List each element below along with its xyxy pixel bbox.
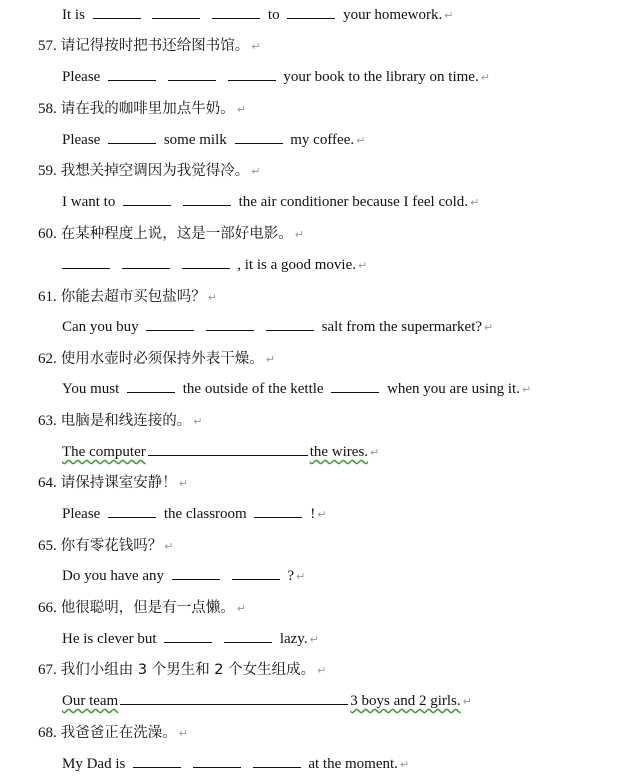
paragraph-mark-icon: ↵ [265, 353, 275, 366]
question-number: 65. [38, 538, 57, 554]
paragraph-mark-icon: ↵ [309, 633, 319, 646]
question-57 [38, 34, 260, 58]
blank-field[interactable] [108, 503, 156, 518]
blank-field[interactable] [62, 254, 110, 269]
answer-line-63 [62, 440, 379, 464]
answer-text: Our team [62, 693, 119, 709]
blank-field[interactable] [108, 129, 156, 144]
blank-field[interactable] [122, 254, 170, 269]
paragraph-mark-icon: ↵ [358, 259, 368, 272]
question-number: 62. [38, 351, 57, 367]
answer-text: 3 boys and 2 girls. [350, 693, 461, 709]
question-number: 66. [38, 600, 57, 616]
answer-text: my coffee. [290, 132, 355, 148]
answer-text: your homework. [343, 7, 443, 23]
paragraph-mark-icon: ↵ [236, 602, 246, 615]
question-number: 57. [38, 38, 57, 54]
answer-text: Please [62, 69, 101, 85]
paragraph-mark-icon: ↵ [251, 40, 261, 53]
question-number: 67. [38, 662, 57, 678]
answer-line-67 [62, 689, 472, 713]
paragraph-mark-icon: ↵ [295, 570, 306, 583]
question-chinese: 使用水壶时必须保持外表干燥。 [60, 351, 264, 367]
blank-field[interactable] [133, 753, 181, 768]
answer-line-60 [62, 253, 367, 277]
answer-text: The computer [62, 444, 146, 460]
answer-text: the classroom [163, 506, 247, 522]
blank-field[interactable] [266, 316, 314, 331]
question-63 [38, 409, 202, 433]
paragraph-mark-icon: ↵ [317, 508, 327, 521]
question-number: 68. [38, 725, 57, 741]
question-number: 61. [38, 289, 57, 305]
blank-field[interactable] [224, 628, 272, 643]
blank-field[interactable] [232, 565, 280, 580]
question-61 [38, 285, 217, 309]
question-chinese: 你有零花钱吗？ [60, 538, 163, 554]
question-number: 59. [38, 163, 57, 179]
paragraph-mark-icon: ↵ [251, 165, 261, 178]
answer-text: Please [62, 132, 101, 148]
question-58 [38, 97, 246, 121]
question-chinese: 在某种程度上说，这是一部好电影。 [60, 226, 293, 242]
answer-text: You must [62, 381, 120, 397]
answer-text: ? [287, 568, 294, 584]
question-chinese: 他很聪明，但是有一点懒。 [60, 600, 235, 616]
blank-field[interactable] [93, 4, 141, 19]
paragraph-mark-icon: ↵ [207, 291, 217, 304]
blank-field[interactable] [168, 66, 216, 81]
blank-field[interactable] [108, 66, 156, 81]
answer-text: My Dad is [62, 756, 126, 772]
answer-line-64 [62, 502, 326, 526]
answer-text: the outside of the kettle [182, 381, 324, 397]
paragraph-mark-icon: ↵ [317, 664, 327, 677]
answer-line-57 [62, 65, 490, 89]
answer-text: when you are using it. [387, 381, 520, 397]
paragraph-mark-icon: ↵ [399, 758, 410, 771]
blank-field[interactable] [228, 66, 276, 81]
question-62 [38, 347, 275, 371]
blank-field[interactable] [235, 129, 283, 144]
question-number: 60. [38, 226, 57, 242]
paragraph-mark-icon: ↵ [521, 383, 532, 396]
question-number: 63. [38, 413, 57, 429]
answer-line-65 [62, 564, 305, 588]
paragraph-mark-icon: ↵ [470, 196, 480, 209]
paragraph-mark-icon: ↵ [193, 415, 203, 428]
answer-text: some milk [163, 132, 227, 148]
answer-text: lazy. [279, 631, 308, 647]
question-65 [38, 534, 173, 558]
paragraph-mark-icon: ↵ [164, 540, 174, 553]
answer-line-59 [62, 190, 479, 214]
answer-text: It is [62, 7, 85, 23]
answer-text: Please [62, 506, 101, 522]
question-chinese: 我爸爸正在洗澡。 [60, 725, 177, 741]
answer-line-62 [62, 377, 531, 401]
paragraph-mark-icon: ↵ [178, 727, 188, 740]
blank-field[interactable] [172, 565, 220, 580]
paragraph-mark-icon: ↵ [484, 321, 494, 334]
question-59 [38, 159, 260, 183]
question-chinese: 电脑是和线连接的。 [60, 413, 192, 429]
blank-field[interactable] [253, 753, 301, 768]
question-60 [38, 222, 304, 246]
answer-line-58 [62, 128, 365, 152]
question-66 [38, 596, 246, 620]
blank-field[interactable] [287, 4, 335, 19]
blank-field[interactable] [148, 441, 308, 456]
question-chinese: 我想关掉空调因为我觉得冷。 [60, 163, 250, 179]
answer-line-61 [62, 315, 493, 339]
blank-field[interactable] [183, 191, 231, 206]
answer-text: at the moment. [308, 756, 398, 772]
blank-field[interactable] [212, 4, 260, 19]
question-number: 58. [38, 101, 57, 117]
blank-field[interactable] [254, 503, 302, 518]
paragraph-mark-icon: ↵ [370, 446, 380, 459]
question-chinese: 请在我的咖啡里加点牛奶。 [60, 101, 235, 117]
blank-field[interactable] [127, 378, 175, 393]
blank-field[interactable] [123, 191, 171, 206]
question-chinese: 请保持课室安静！ [60, 475, 177, 491]
blank-field[interactable] [182, 254, 230, 269]
blank-field[interactable] [193, 753, 241, 768]
question-chinese: 请记得按时把书还给图书馆。 [60, 38, 250, 54]
answer-text: I want to [62, 194, 116, 210]
blank-field[interactable] [331, 378, 379, 393]
answer-text: salt from the supermarket? [321, 319, 483, 335]
answer-line-66 [62, 627, 319, 651]
paragraph-mark-icon: ↵ [444, 9, 454, 22]
blank-field[interactable] [164, 628, 212, 643]
answer-text: He is clever but [62, 631, 157, 647]
blank-field[interactable] [120, 690, 348, 705]
question-64 [38, 471, 188, 495]
answer-text: Do you have any [62, 568, 165, 584]
answer-text: ! [310, 506, 316, 522]
blank-field[interactable] [206, 316, 254, 331]
question-chinese: 你能去超市买包盐吗？ [60, 289, 206, 305]
question-67 [38, 658, 326, 682]
answer-line-68 [62, 752, 409, 776]
answer-text: to [267, 7, 280, 23]
blank-field[interactable] [152, 4, 200, 19]
question-number: 64. [38, 475, 57, 491]
question-68 [38, 721, 188, 745]
paragraph-mark-icon: ↵ [356, 134, 366, 147]
question-chinese: 我们小组由 3 个男生和 2 个女生组成。 [60, 662, 316, 678]
answer-text: the wires. [309, 444, 369, 460]
paragraph-mark-icon: ↵ [236, 103, 246, 116]
answer-text: the air conditioner because I feel cold. [238, 194, 469, 210]
answer-text: your book to the library on time. [283, 69, 479, 85]
paragraph-mark-icon: ↵ [294, 228, 304, 241]
answer-line-56 [62, 3, 453, 27]
answer-text: , it is a good movie. [237, 257, 356, 273]
blank-field[interactable] [146, 316, 194, 331]
paragraph-mark-icon: ↵ [178, 477, 188, 490]
paragraph-mark-icon: ↵ [480, 71, 490, 84]
answer-text: Can you buy [62, 319, 139, 335]
paragraph-mark-icon: ↵ [462, 695, 472, 708]
